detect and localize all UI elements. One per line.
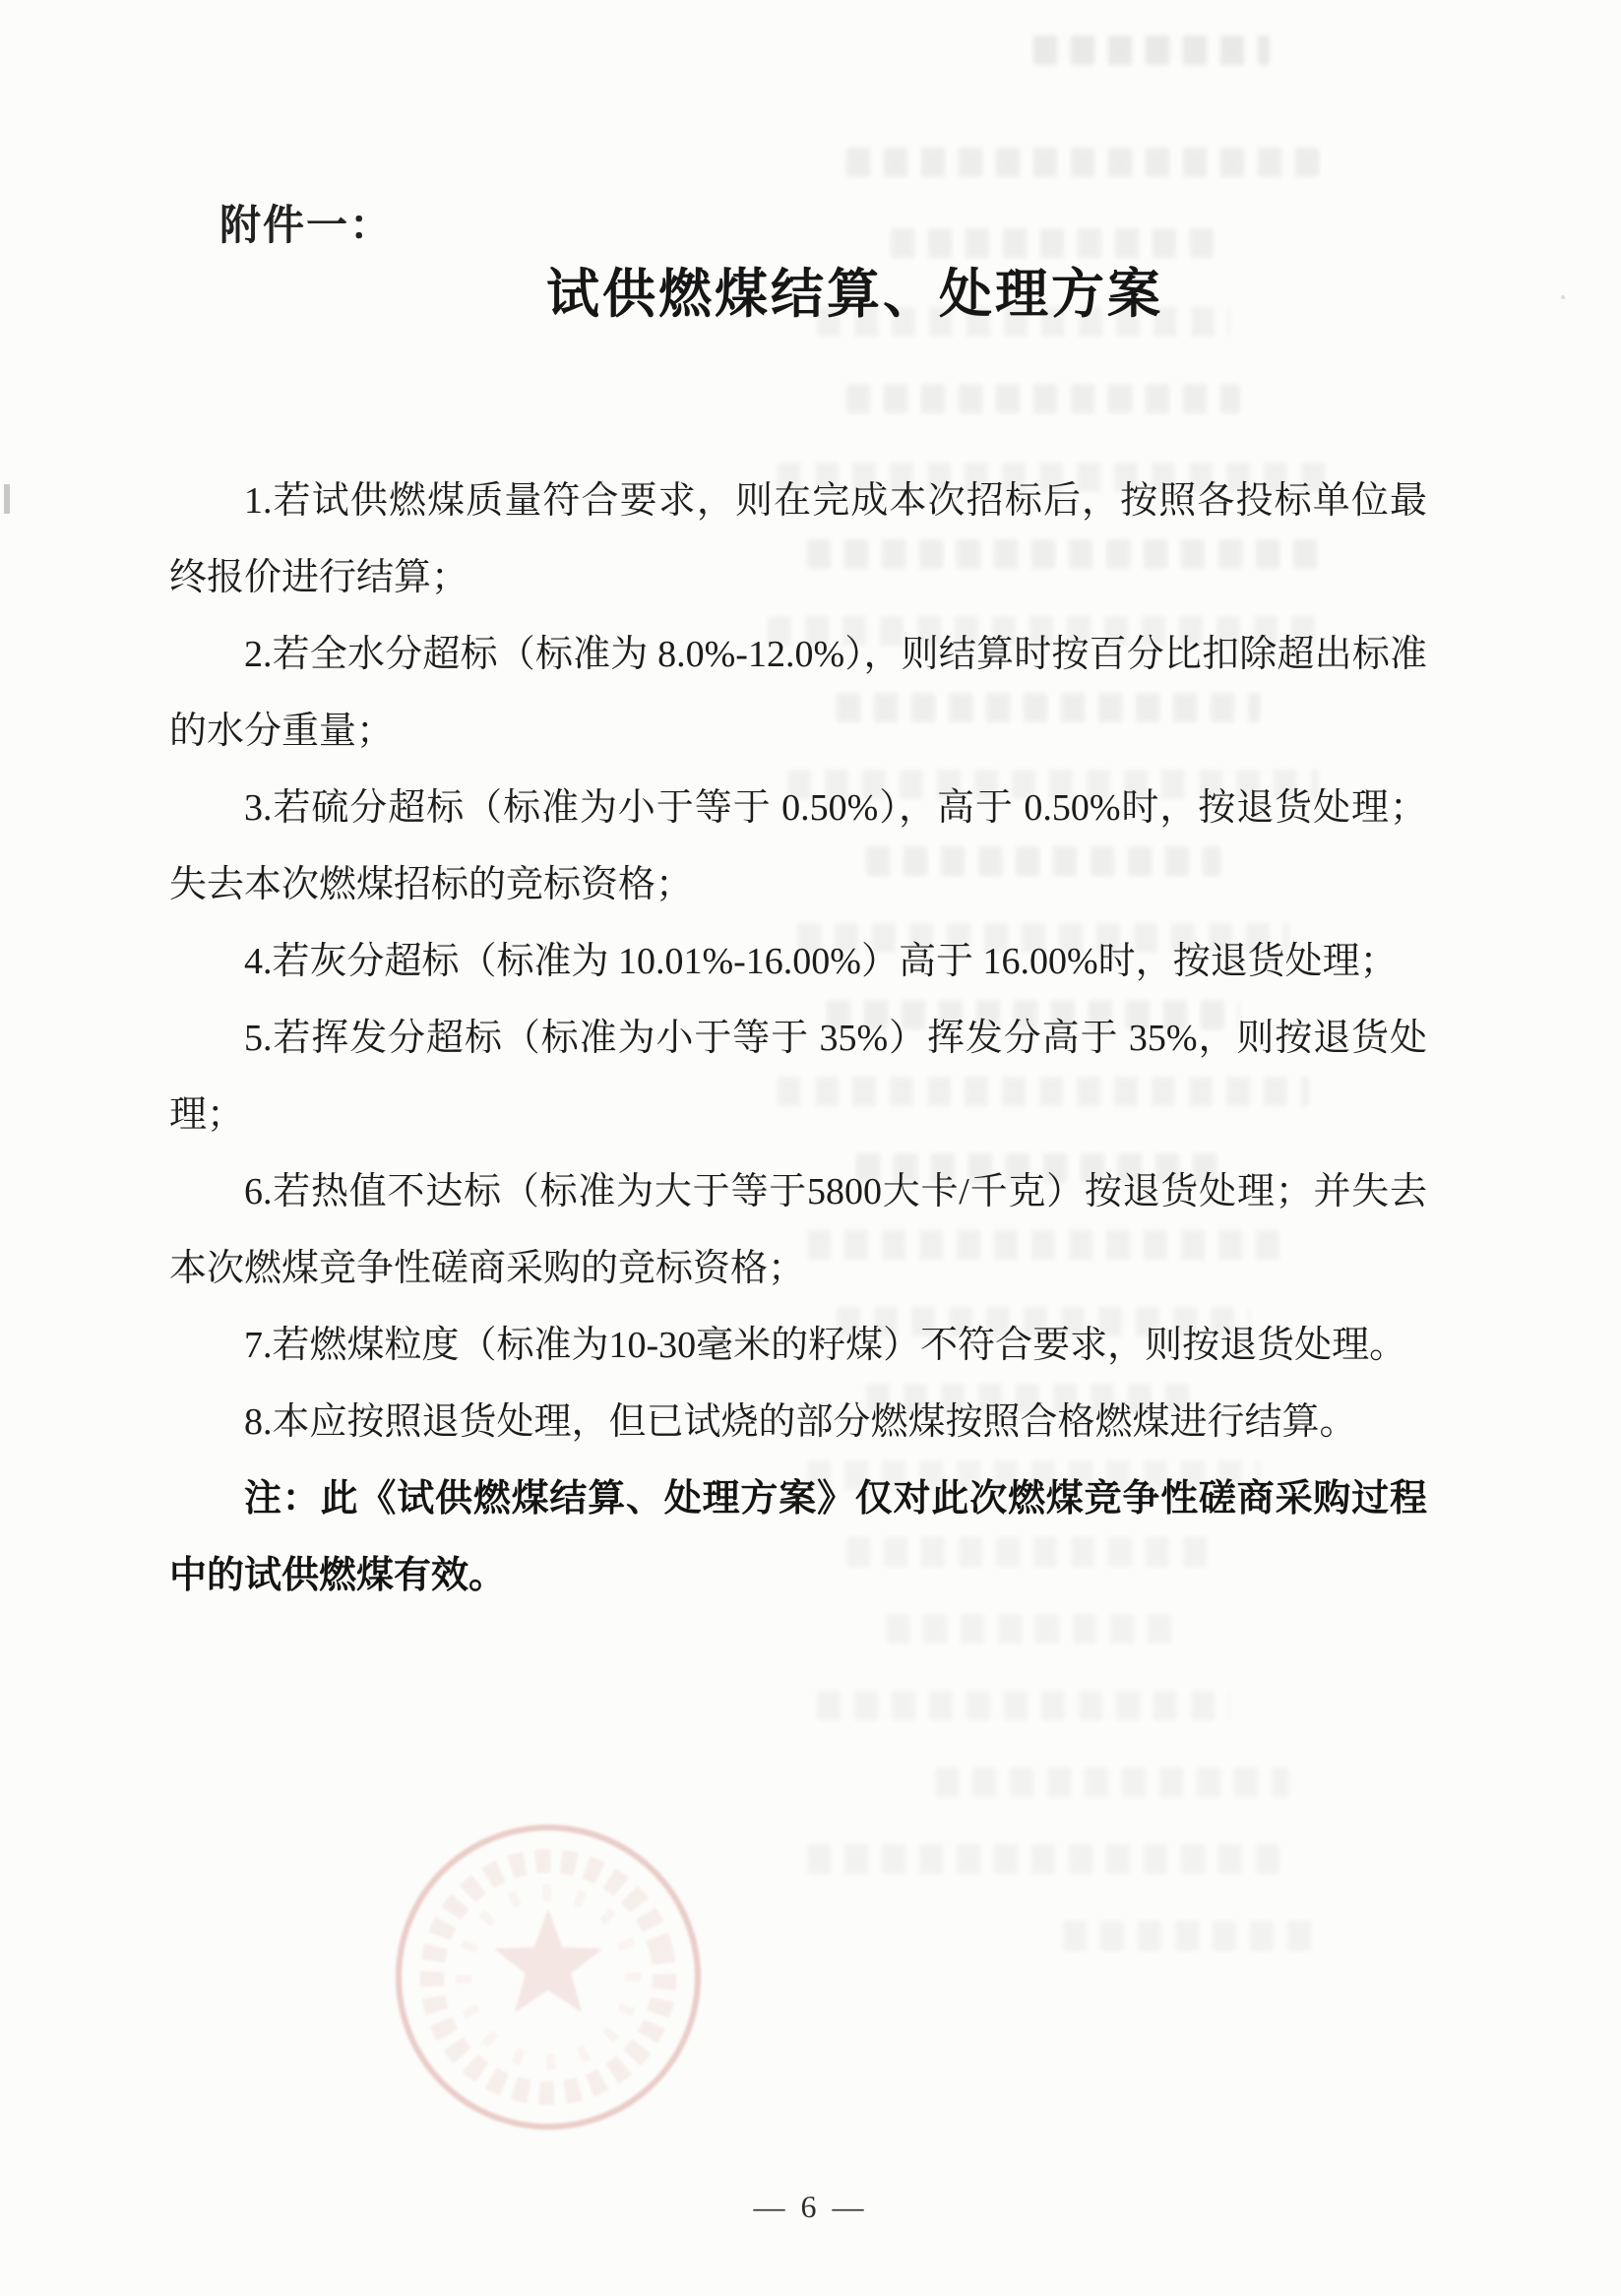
list-item-3: 3.若硫分超标（标准为小于等于 0.50%），高于 0.50%时，按退货处理；失去本次燃煤招标的竞标资格； — [169, 787, 1427, 905]
ghost-smudge — [1063, 1921, 1319, 1951]
list-item-4: 4.若灰分超标（标准为 10.01%-16.00%）高于 16.00%时，按退货处理； — [244, 941, 1398, 982]
ghost-smudge — [935, 1768, 1289, 1797]
red-seal-stamp-icon — [390, 1819, 707, 2136]
scan-artifact — [4, 484, 10, 514]
list-item-6: 6.若热值不达标（标准为大于等于5800大卡/千克）按退货处理；并失去本次燃煤竞争性磋商采购的竞标资格； — [169, 1171, 1427, 1289]
page-number: — 6 — — [753, 2189, 868, 2224]
star-icon — [494, 1909, 602, 2013]
list-item-5: 5.若挥发分超标（标准为小于等于 35%）挥发分高于 35%，则按退货处理； — [169, 1018, 1427, 1136]
ghost-smudge — [886, 1614, 1181, 1644]
attachment-label: 附件一： — [219, 202, 394, 248]
list-item-1: 1.若试供燃煤质量符合要求，则在完成本次招标后，按照各投标单位最终报价进行结算； — [169, 480, 1427, 598]
ghost-smudge — [1033, 35, 1270, 65]
ghost-smudge — [846, 148, 1319, 177]
list-item-7: 7.若燃煤粒度（标准为10-30毫米的籽煤）不符合要求，则按退货处理。 — [244, 1325, 1407, 1366]
document-body — [169, 463, 1427, 1614]
list-item-8: 8.本应按照退货处理，但已试烧的部分燃煤按照合格燃煤进行结算。 — [244, 1401, 1357, 1443]
ghost-smudge — [846, 384, 1240, 413]
ghost-smudge — [817, 1691, 1230, 1720]
ghost-smudge — [807, 1844, 1279, 1874]
list-item-2: 2.若全水分超标（标准为 8.0%-12.0%），则结算时按百分比扣除超出标准的水分重量； — [169, 634, 1427, 752]
document-title: 试供燃煤结算、处理方案 — [546, 265, 1163, 324]
note-paragraph: 注：此《试供燃煤结算、处理方案》仅对此次燃煤竞争性磋商采购过程中的试供燃煤有效。 — [169, 1478, 1427, 1596]
